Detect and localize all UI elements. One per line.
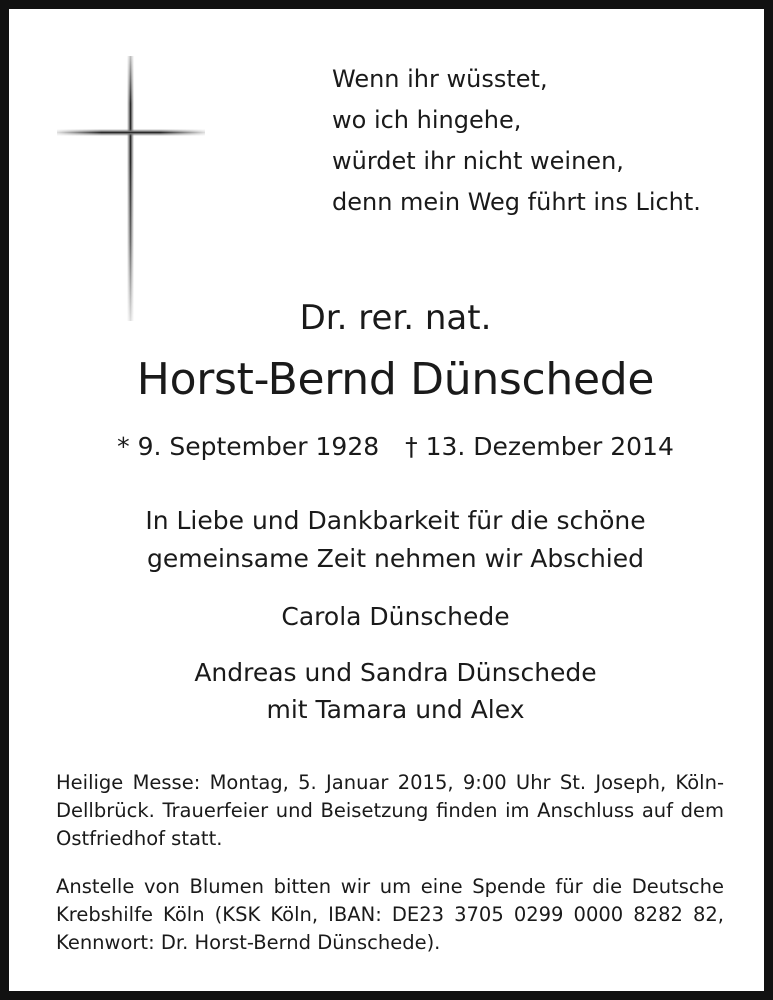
mourner-line: mit Tamara und Alex — [266, 695, 525, 724]
mourner-line: Andreas und Sandra Dünschede — [194, 658, 597, 687]
poem-line: würdet ihr nicht weinen, — [332, 147, 624, 175]
birth-date: * 9. September 1928 — [117, 432, 380, 461]
life-dates — [29, 429, 762, 465]
poem — [332, 59, 752, 223]
cross-horizontal-beam — [57, 129, 205, 136]
cross-icon — [57, 56, 205, 321]
poem-line: wo ich hingehe, — [332, 106, 522, 134]
mourner-name: Carola Dünschede — [281, 602, 510, 631]
cross-vertical-beam — [127, 56, 134, 321]
farewell-line: In Liebe und Dankbarkeit für die schöne — [145, 506, 646, 535]
death-date: † 13. Dezember 2014 — [405, 432, 674, 461]
farewell-line: gemeinsame Zeit nehmen wir Abschied — [147, 544, 644, 573]
academic-title: Dr. rer. nat. — [299, 298, 492, 338]
deceased-name: Horst-Bernd Dünschede — [136, 354, 655, 405]
donation-info: Anstelle von Blumen bitten wir um eine Spende für die Deutsche Krebshilfe Köln (KSK Köln, IBAN: DE23 3705 0299 0000 8282 82, Kennwort: Dr. Horst-Bernd Dünschede). — [56, 875, 724, 954]
mourner-group — [29, 654, 762, 728]
funeral-mass-info: Heilige Messe: Montag, 5. Januar 2015, 9:00 Uhr St. Joseph, Köln-Dellbrück. Trauerfeier und Beisetzung finden im Anschluss auf dem Ostfriedhof statt. — [56, 771, 724, 850]
poem-line: Wenn ihr wüsstet, — [332, 65, 548, 93]
farewell-text — [29, 502, 762, 578]
poem-line: denn mein Weg führt ins Licht. — [332, 188, 701, 216]
